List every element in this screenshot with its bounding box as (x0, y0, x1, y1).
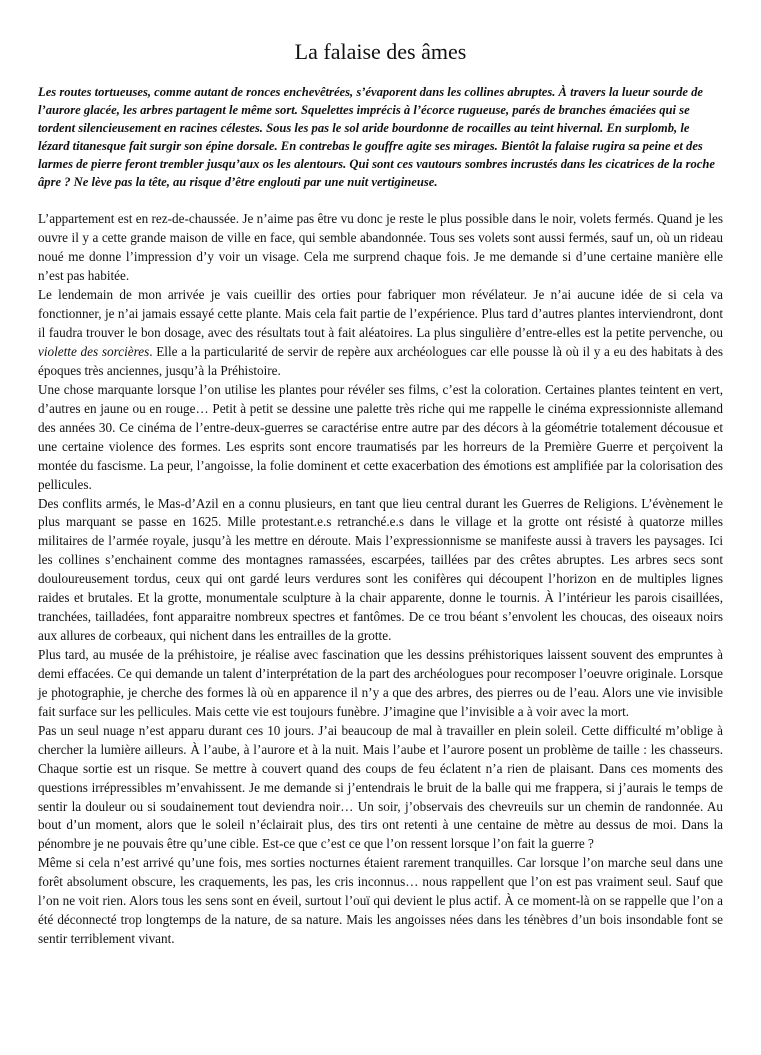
intro-paragraph: Les routes tortueuses, comme autant de ronces enchevêtrées, s’évaporent dans les collines abruptes. À travers la lueur sourde de l’aurore glacée, les arbres partagent le même sort. Squelettes imprécis à l’écorce rugueuse, parés de branches émaciées qui se tordent silencieusement en racines célestes. Sous les pas le sol aride bourdonne de rocailles au teint hivernal. En surplomb, le lézard titanesque fait surgir son épine dorsale. En contrebas le gouffre agite ses mirages. Bientôt la falaise rugira sa peine et des larmes de pierre feront trembler jusqu’aux os les alentours. Qui sont ces vautours sombres incrustés dans les cicatrices de la roche âpre ? Ne lève pas la tête, au risque d’être englouti par une nuit vertigineuse. (38, 85, 715, 189)
body-paragraph-1: L’appartement est en rez-de-chaussée. Je n’aime pas être vu donc je reste le plus possible dans le noir, volets fermés. Quand je les ouvre il y a cette grande maison de ville en face, qui semble abandonnée. Tous ses volets sont aussi fermés, sauf un, où un rideau noué me donne l’impression d’y voir un visage. Cela me surprend chaque fois. Je me demande si d’une certaine manière elle n’est pas habitée. (38, 211, 723, 284)
body-paragraph-5: Plus tard, au musée de la préhistoire, je réalise avec fascination que les dessins préhistoriques laissent souvent des empruntes à demi effacées. Ce qui demande un talent d’interprétation de la part des archéologues pour recomposer l’oeuvre originale. Lorsque je photographie, je cherche des formes là où en apparence il n’y a que des arbres, des pierres ou de l’eau. Alors une vie invisible fait surface sur les pellicules. Mais cette vie est toujours funèbre. J’imagine que l’invisible a à voir avec la mort. (38, 647, 723, 719)
body-paragraph-7: Même si cela n’est arrivé qu’une fois, mes sorties nocturnes étaient rarement tranquilles. Car lorsque l’on marche seul dans une forêt absolument obscure, les craquements, les pas, les cris inconnus… nous rappellent que l’on est pas vraiment seul. Sauf que l’on ne voit rien. Alors tous les sens sont en éveil, surtout l’ouï qui devient le plus actif. À ce moment-là on se rappelle que l’on a été déconnecté trop longtemps de la nature, de sa nature. Mais les angoisses nées dans les ténèbres d’un bois insondable font se sentir terriblement vivant. (38, 855, 723, 947)
paragraph-2-text-after: . Elle a la particularité de servir de repère aux archéologues car elle pousse là où il y a eu des habitats à des époques très anciennes, jusqu’à la Préhistoire. (38, 344, 723, 378)
body-paragraph-6: Pas un seul nuage n’est apparu durant ces 10 jours. J’ai beaucoup de mal à travailler en plein soleil. Cette difficulté m’oblige à chercher la lumière ailleurs. À l’aube, à l’aurore et à la nuit. Mais l’aube et l’aurore posent un problème de taille : les chasseurs. Chaque sortie est un risque. Se mettre à couvert quand des coups de feu éclatent n’a rien de plaisant. Dans ces moments des questions irrépressibles m’envahissent. Je me demande si j’entendrais le bruit de la balle qui me frappera, si j’aurais le temps de sentir la douleur ou si soudainement tout deviendra noir… Un soir, j’observais des chevreuils sur un chemin de randonnée. Au bout d’un moment, alors que le soleil n’éclairait plus, des tirs ont retenti à une centaine de mètre au dessus de moi. Dans la pénombre je ne pouvais être qu’une cible. Est-ce que c’est ce que l’on ressent lorsque l’on fait la guerre ? (38, 722, 723, 852)
document-title: La falaise des âmes (294, 39, 467, 64)
body-paragraph-2 (38, 286, 723, 381)
body-paragraph-4: Des conflits armés, le Mas-d’Azil en a connu plusieurs, en tant que lieu central durant les Guerres de Religions. L’évènement le plus marquant se passe en 1625. Mille protestant.e.s retranché.e.s dans le village et la grotte ont résisté à quatorze milles militaires de l’armée royale, jusqu’à les mettre en déroute. Mais l’expressionnisme se manifeste aussi à travers les paysages. Ici les collines s’enchainent comme des montagnes ramassées, escarpées, taillées par des crêtes abruptes. Les arbres secs sont douloureusement tordus, ceux qui ont gardé leurs verdures sont les conifères qui découpent l’horizon en de multiples lignes raides et brutales. Et la grotte, monumentale sculpture à la chair apparente, donne le tournis. À l’intérieur les parois cisaillées, tranchées, tailladées, font apparaitre nombreux spectres et fantômes. De ce trou béant s’envolent les choucas, des oiseaux noirs aux allures de corbeaux, qui nichent dans les entrailles de la grotte. (38, 495, 723, 644)
body-paragraph-3: Une chose marquante lorsque l’on utilise les plantes pour révéler ses films, c’est la coloration. Certaines plantes teintent en vert, d’autres en jaune ou en rouge… Petit à petit se dessine une palette très riche qui me rappelle le cinéma expressionniste allemand des années 30. Ce cinéma de l’entre-deux-guerres se caractérise entre autre par des décors à la géométrie totalement décousue et une certaine violence des formes. Les esprits sont encore traumatisés par les horreurs de la Première Guerre et perçoivent la montée du fascisme. La peur, l’angoisse, la folie dominent et cette exacerbation des émotions est amplifiée par la colorisation des pellicules. (38, 381, 723, 492)
paragraph-2-emphasis: violette des sorcières (38, 344, 150, 359)
document-body (38, 210, 723, 949)
paragraph-2-text-before: Le lendemain de mon arrivée je vais cueillir des orties pour fabriquer mon révélateur. Je n’ai aucune idée de si cela va fonctionner, je n’ai jamais essayé cette plante. Mais cela fait partie de l’expérience. Plus tard d’autres plantes interviendront, dont il faudra trouver le bon dosage, avec des résultats tout à fait aléatoires. La plus singulière d’entre-elles est la petite pervenche, ou (38, 287, 723, 341)
